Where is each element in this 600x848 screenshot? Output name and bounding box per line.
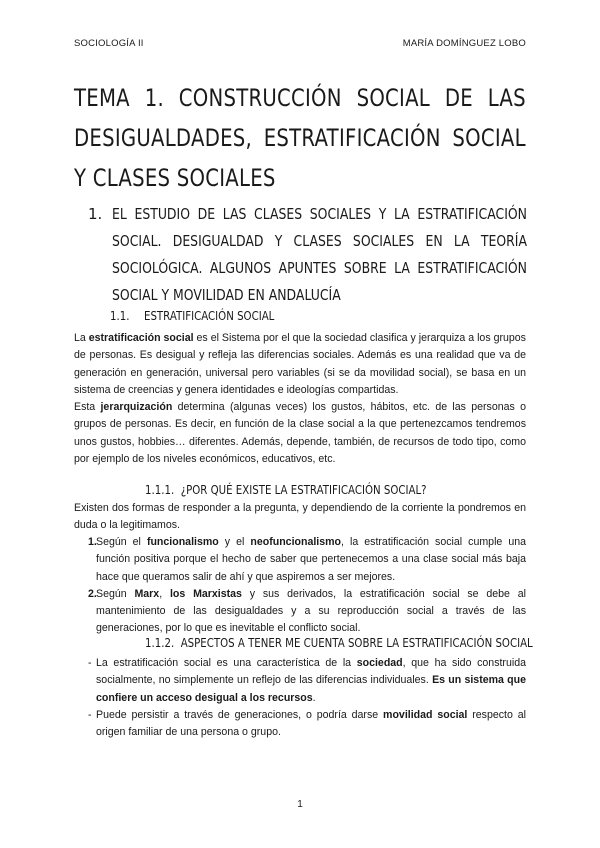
- section-1-number: 1.: [88, 205, 103, 223]
- section-1-text: EL ESTUDIO DE LAS CLASES SOCIALES Y LA ESTRATIFICACIÓN SOCIAL. DESIGUALDAD Y CLASES SOCIALES EN LA TEORÍA SOCIOLÓGICA. ALGUNOS APUNTES SOBRE LA ESTRATIFICACIÓN SOCIAL Y MOVILIDAD EN ANDALUCÍA: [112, 205, 527, 304]
- subsection-title: ESTRATIFICACIÓN SOCIAL: [144, 309, 275, 323]
- header-left: SOCIOLOGÍA II: [74, 38, 144, 49]
- page-number: 1: [297, 799, 303, 810]
- paragraph-two-ways: Existen dos formas de responder a la pregunta, y dependiendo de la corriente la pondremos en duda o la legitimamos.: [74, 502, 526, 532]
- list-item: - Puede persistir a través de generaciones, o podría darse movilidad social respecto al origen familiar de una persona o grupo.: [88, 708, 527, 739]
- subsection-1-1-heading: [110, 309, 274, 323]
- subsection-1-1-1-heading: [145, 483, 427, 497]
- subsection-number: 1.1.1.: [145, 483, 175, 497]
- subsection-number: 1.1.: [110, 309, 130, 323]
- subsection-title: ASPECTOS A TENER ME CUENTA SOBRE LA ESTRATIFICACIÓN SOCIAL: [180, 636, 533, 650]
- list-item: - La estratificación social es una característica de la sociedad, que ha sido construida socialmente, no simplemente un reflejo de las diferencias individuales. Es un sistema que confiere un acceso desigual a los recursos.: [88, 657, 527, 704]
- paragraph-hierarchy: Esta jerarquización determina (algunas veces) los gustos, hábitos, etc. de las personas o grupos de personas. Es decir, en función de la clase social a la que pertenezcamos tendremos unos gustos, hobbies… diferentes. Además, depende, también, de recursos de todo tipo, como por ejemplo de los niveles económicos, educativos, etc.: [74, 401, 526, 466]
- document-title: TEMA 1. CONSTRUCCIÓN SOCIAL DE LAS DESIGUALDADES, ESTRATIFICACIÓN SOCIAL Y CLASES SOCIALES: [74, 84, 526, 192]
- subsection-title: ¿POR QUÉ EXISTE LA ESTRATIFICACIÓN SOCIAL?: [180, 483, 427, 497]
- subsection-1-1-2-heading: [145, 636, 533, 650]
- bullet-list: [74, 655, 526, 741]
- numbered-list: [74, 534, 526, 638]
- list-item: 1. Según el funcionalismo y el neofuncionalismo, la estratificación social cumple una función positiva porque el hecho de saber que pertenecemos a una clase social más baja hace que queramos salir de ahí y que aspiremos a ser mejores.: [88, 536, 527, 583]
- body-paragraphs: [74, 330, 526, 468]
- paragraph-stratification: La estratificación social es el Sistema por el que la sociedad clasifica y jerarquiza a los grupos de personas. Es desigual y refleja las diferencias sociales. Además es una realidad que va de generación en generación, universal pero variables (si se da movilidad social), se basa en un sistema de creencias y genera identidades e ideologías compartidas.: [74, 332, 526, 396]
- list-item: 2. Según Marx, los Marxistas y sus derivados, la estratificación social se debe al mantenimiento de las desigualdades y a su reproducción social a través de las generaciones, por lo que es inevitable el conflicto social.: [88, 587, 527, 635]
- header-right: MARÍA DOMÍNGUEZ LOBO: [402, 38, 526, 49]
- subsection-number: 1.1.2.: [145, 636, 175, 650]
